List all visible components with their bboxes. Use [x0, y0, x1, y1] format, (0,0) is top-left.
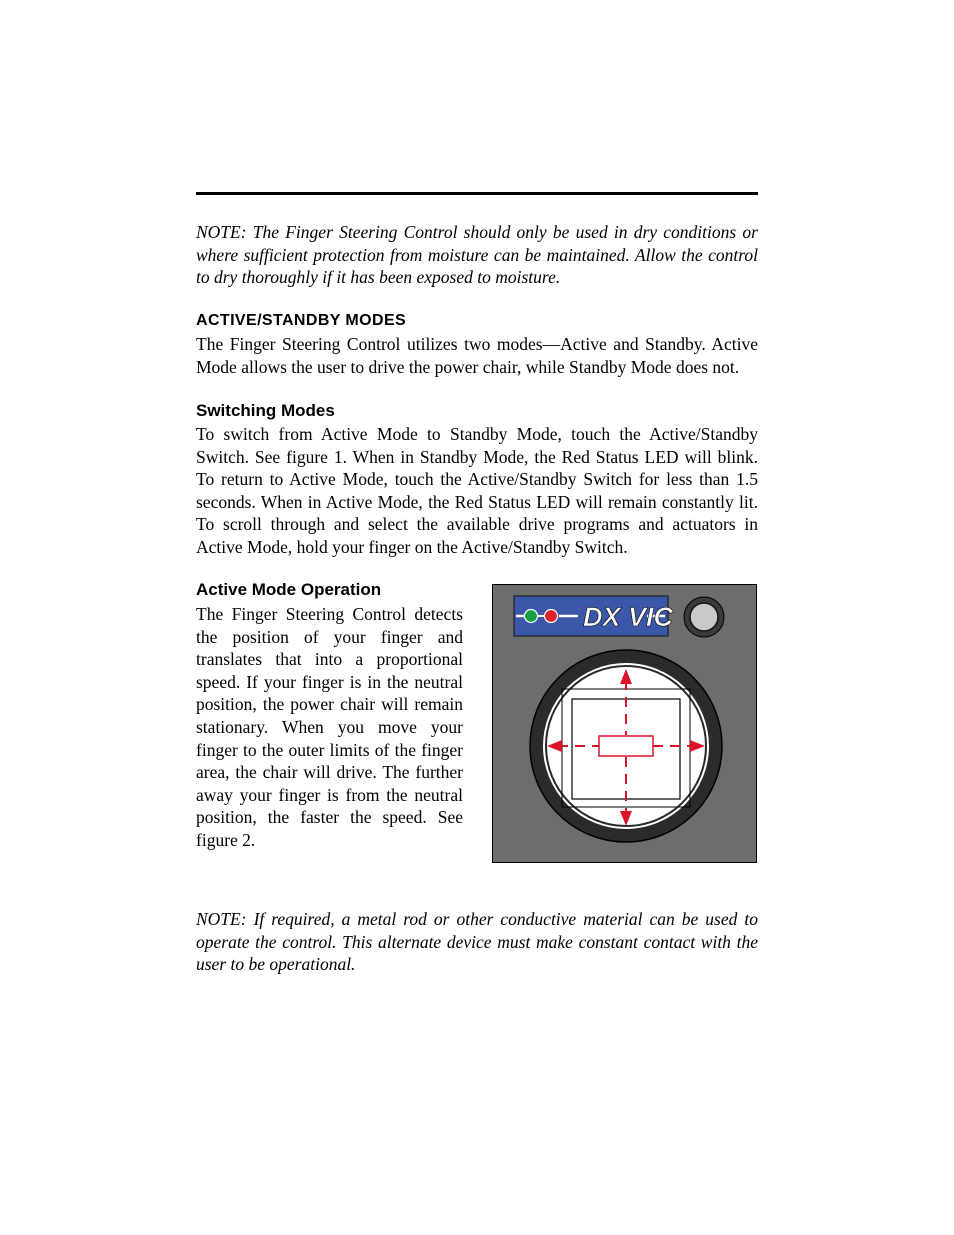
finger-steering-control-figure — [492, 584, 757, 863]
paragraph-active-standby: The Finger Steering Control utilizes two modes—Active and Standby. Active Mode allows the user to drive the power chair, while Standby Mode does not. — [196, 334, 758, 377]
heading-active-standby: ACTIVE/STANDBY MODES — [196, 312, 407, 329]
note-bottom: NOTE: If required, a metal rod or other conductive material can be used to operate the control. This alternate device must make constant contact with the user to be operational. — [196, 909, 758, 975]
switch-button-face — [690, 603, 718, 631]
note-top: NOTE: The Finger Steering Control should only be used in dry conditions or where sufficient protection from moisture can be maintained. Allow the control to dry thoroughly if it has been exposed to moisture. — [196, 222, 758, 288]
header-rule — [196, 192, 758, 195]
paragraph-active-mode-operation: The Finger Steering Control detects the position of your finger and translates that into a proportional speed. If your finger is in the neutral position, the power chair will remain stationary. When you move your finger to the outer limits of the finger area, the chair will drive. The further away your finger is from the neutral position, the faster the speed. See figure 2. — [196, 604, 463, 850]
red-status-led — [545, 610, 558, 623]
neutral-position-zone — [599, 736, 653, 756]
heading-active-mode-operation: Active Mode Operation — [196, 580, 382, 599]
dx-vic-label: DX VIC — [583, 602, 674, 632]
green-status-led — [525, 610, 538, 623]
paragraph-switching-modes: To switch from Active Mode to Standby Mode, touch the Active/Standby Switch. See figure 1. When in Standby Mode, the Red Status LED will blink. To return to Active Mode, touch the Active/Standby Switch for less than 1.5 seconds. When in Active Mode, the Red Status LED will remain constantly lit. To scroll through and select the available drive programs and actuators in Active Mode, hold your finger on the Active/Standby Switch. — [196, 424, 758, 557]
heading-switching-modes: Switching Modes — [196, 401, 335, 420]
